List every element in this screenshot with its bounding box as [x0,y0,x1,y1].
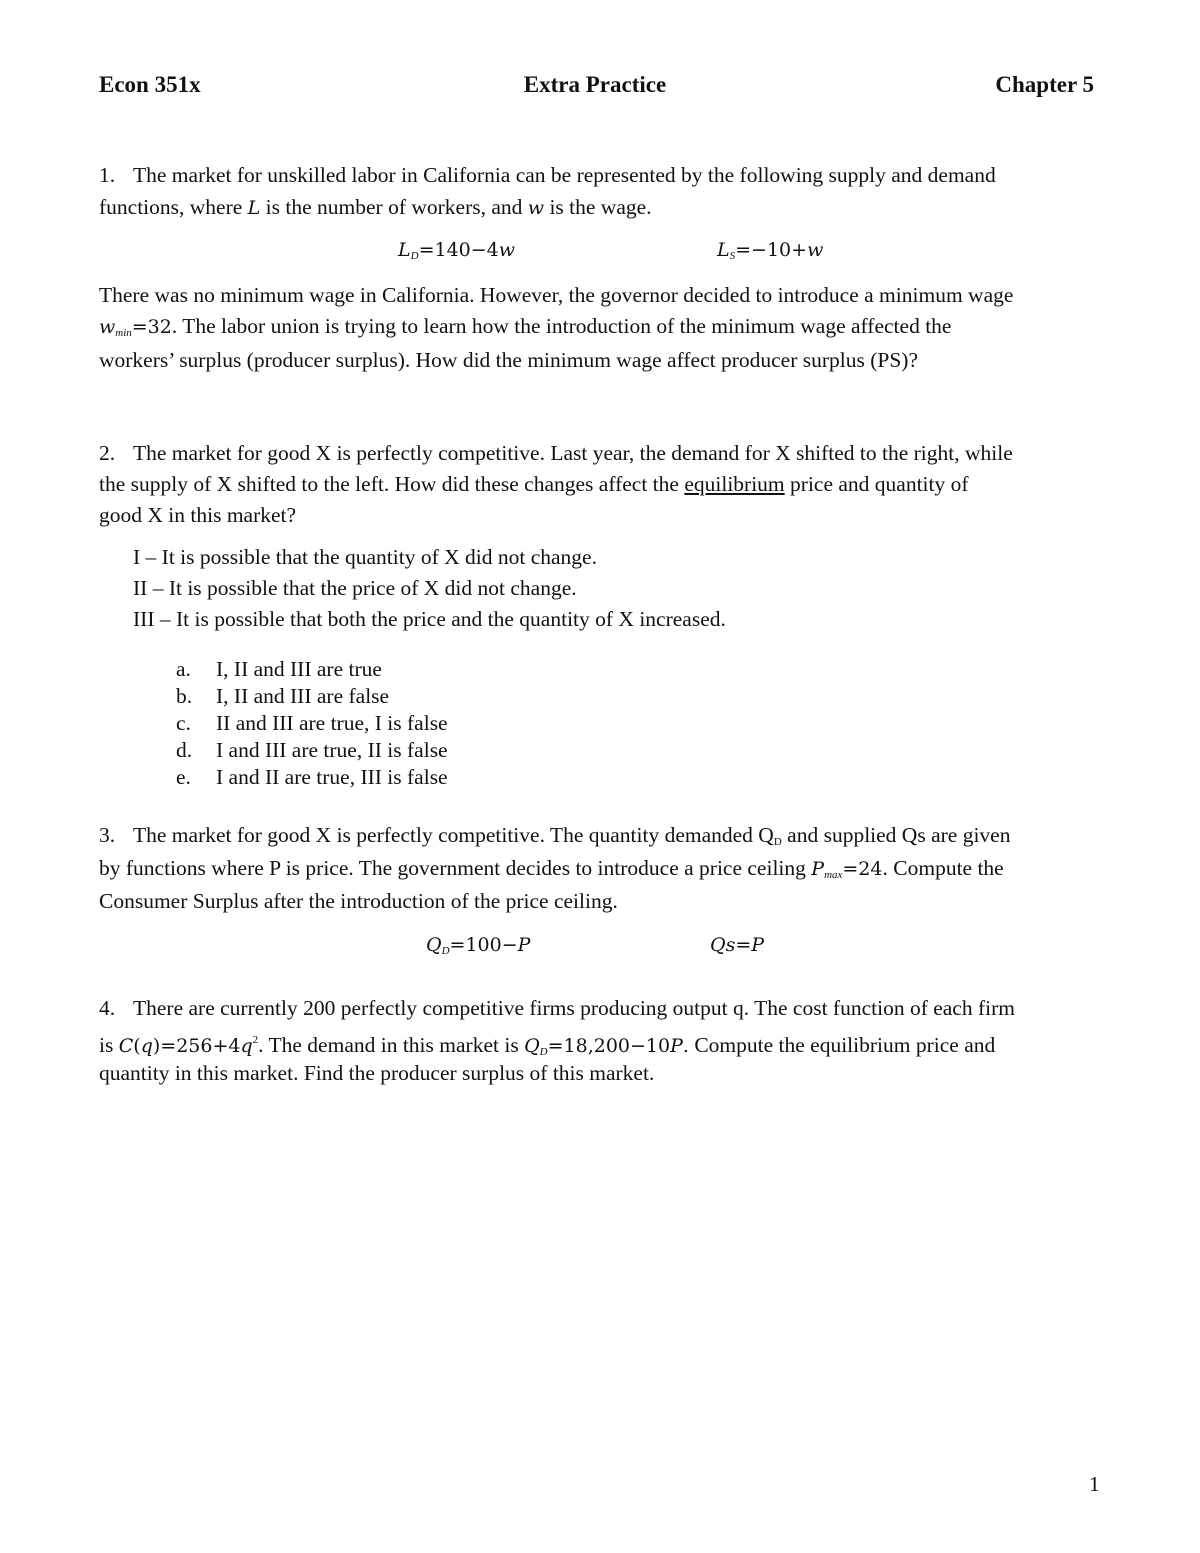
q2-line-2 [99,469,969,499]
q3-line-3 [99,886,618,916]
q2-statement: II – It is possible that the price of X did not change. [133,576,577,600]
q2-option-b [176,683,389,710]
q3-pmax-val: =24 [842,858,883,880]
q4-dem-end: . [682,1035,689,1057]
q3-eq1-lhs: Q [426,934,442,956]
q3-supply-equation [710,929,764,960]
q1-eq2-rhs: =−10+ [735,239,808,261]
q1-text-4: . The labor union is trying to learn how the introduction of the minimum wage affected the [171,314,952,338]
q4-line-1 [99,993,1015,1023]
q4-cost-C: C [118,1035,134,1057]
document-title: Extra Practice [523,72,667,97]
chapter-label: Chapter 5 [995,72,1094,97]
option-letter: c. [176,711,191,735]
q2-text-2b: price and quantity of [784,472,969,496]
option-text: II and III are true, I is false [216,711,448,735]
q4-dem-lhs: Q [524,1035,540,1057]
q3-eq1-var: P [517,934,531,956]
q4-text-2a: is [99,1033,119,1057]
q1-eq1-rhs: =140−4 [418,239,499,261]
q1-wmin-var: w [99,316,116,338]
q2-underlined-word: equilibrium [684,472,785,496]
q2-statement: I – It is possible that the quantity of X did not change. [133,545,597,569]
q2-text-1: The market for good X is perfectly competitive. Last year, the demand for X shifted to the right, while [133,441,1013,465]
q3-eq2-rhs: = [735,934,752,956]
q4-text-2c: Compute the equilibrium price and [688,1033,996,1057]
q1-eq2-var: w [807,239,824,261]
q1-line-1 [99,160,996,190]
q1-eq1-sub: D [410,250,419,262]
option-letter: a. [176,657,191,681]
q4-number: 4. [99,996,116,1020]
q4-line-3 [99,1058,654,1088]
q3-text-2a: by functions where P is price. The government decides to introduce a price ceiling [99,856,812,880]
q1-var-w: w [527,197,545,219]
q3-demand-equation [426,929,530,966]
q3-pmax-var: P [811,858,825,880]
q4-text-3: quantity in this market. Find the producer surplus of this market. [99,1061,655,1085]
q1-number: 1. [99,163,116,187]
course-title: Econ 351x [99,72,201,97]
q3-pmax-sub: max [824,869,843,881]
q1-text-2b: is the number of workers, and [260,195,528,219]
q3-line-1 [99,820,1010,857]
option-letter: b. [176,684,193,708]
q4-cost-paren: ( [133,1035,141,1057]
q2-line-1 [99,438,1013,468]
q1-eq1-var: w [498,239,516,261]
q1-supply-equation [717,234,823,271]
option-text: I and II are true, III is false [216,765,448,789]
q1-line-5 [99,345,918,375]
q1-text-2a: functions, where [99,195,248,219]
q3-eq2-var: P [751,934,765,956]
q1-eq2-sub: S [729,250,736,262]
q4-text-2b: . The demand in this market is [258,1033,525,1057]
q1-line-4 [99,311,951,348]
q2-line-3 [99,500,296,530]
q2-text-3: good X in this market? [99,503,297,527]
q1-eq1-lhs: L [398,239,411,261]
q4-dem-var: P [670,1035,683,1057]
page-number: 1 [1089,1472,1100,1496]
q3-text-1a: The market for good X is perfectly competitive. The quantity demanded Q [133,823,774,847]
option-letter: d. [176,738,193,762]
q4-dem-sub: D [539,1046,548,1058]
q4-cost-q: q [140,1035,153,1057]
q1-var-L: L [247,197,261,219]
q1-text-2c: is the wage. [544,195,652,219]
q1-eq2-lhs: L [717,239,730,261]
q4-text-1: There are currently 200 perfectly competitive firms producing output q. The cost function of each firm [133,996,1015,1020]
q2-option-c [176,710,448,737]
q3-eq2-lhs: Qs [710,934,736,956]
q2-text-2a: the supply of X shifted to the left. How did these changes affect the [99,472,685,496]
q1-demand-equation [398,234,515,271]
option-text: I, II and III are false [216,684,390,708]
q3-eq1-sub: D [441,945,450,957]
q1-wmin-val: =32 [131,316,172,338]
q4-dem-rhs: =18,200−10 [547,1035,671,1057]
q3-text-3: Consumer Surplus after the introduction of the price ceiling. [99,889,618,913]
q3-eq1-rhs: =100− [449,934,518,956]
q2-option-a [176,656,382,683]
q1-text-3: There was no minimum wage in California. However, the governor decided to introduce a minimum wage [99,283,1014,307]
q1-text-5: workers’ surplus (producer surplus). How did the minimum wage affect producer surplus (PS)? [99,348,919,372]
q3-text-1-sub: D [773,836,782,848]
q4-cost-exponent: 2 [252,1034,259,1046]
q4-cost-expr: )=256+4 [152,1035,241,1057]
q1-wmin-sub: min [115,327,132,339]
q3-number: 3. [99,823,116,847]
q1-line-2 [99,192,652,223]
q3-line-2 [99,853,1004,890]
q2-option-e [176,764,448,791]
q1-line-3 [99,280,1013,310]
q1-text-1: The market for unskilled labor in California can be represented by the following supply and demand [133,163,996,187]
option-letter: e. [176,765,191,789]
q2-statement: III – It is possible that both the price and the quantity of X increased. [133,607,726,631]
q3-text-2b: . Compute the [882,856,1004,880]
q2-number: 2. [99,441,116,465]
option-text: I, II and III are true [216,657,382,681]
q2-option-d [176,737,448,764]
option-text: I and III are true, II is false [216,738,448,762]
q3-text-1b: and supplied Qs are given [781,823,1011,847]
q4-cost-q2: q [240,1035,253,1057]
